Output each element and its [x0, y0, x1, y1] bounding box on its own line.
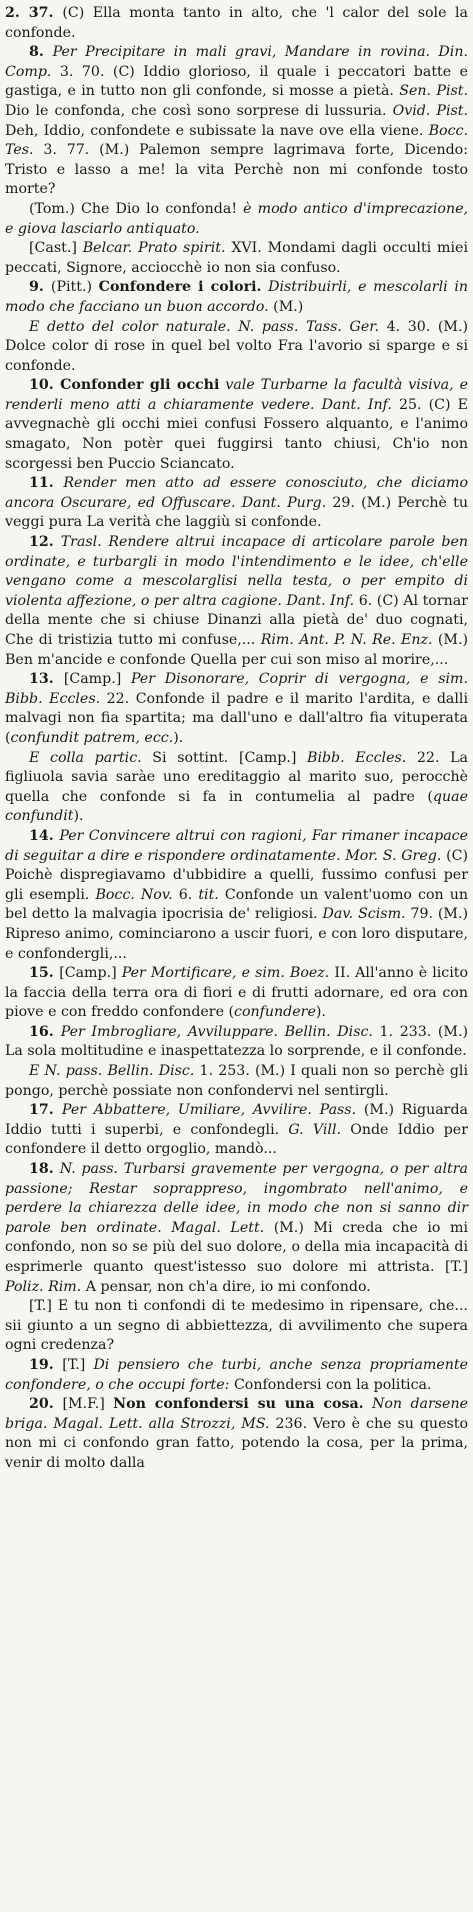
italic-text: Ovid. Pist.: [392, 102, 468, 119]
entry-paragraph-p16: [5, 1023, 468, 1062]
italic-text: Per Mortificare, e sim. Boez.: [121, 965, 330, 982]
body-text: [M.F.]: [62, 1396, 114, 1413]
sense-number: 10. Confonder gli occhi: [29, 377, 220, 394]
italic-text: E colla partic.: [29, 749, 142, 766]
body-text: (Tom.) Che Dio lo confonda!: [29, 200, 244, 217]
sense-number: 12.: [29, 534, 61, 551]
body-text: 1. 233. (M.) La sola moltitudine e inaspettatezza lo sorprende, e il confonde.: [5, 1023, 468, 1060]
entry-paragraph-p9b: [5, 318, 468, 377]
entry-paragraph-p1: [5, 4, 468, 43]
italic-text: Per Imbrogliare, Avviluppare. Bellin. Disc.: [60, 1023, 373, 1040]
italic-text: Trasl. Rendere altrui incapace di articolare parole ben ordinate, e turbargli in modo l'intendimento e le idee, ch'elle vengano come a mescolarglisi nella testa, o per empito di violenta affezione, o per altra cagione. Dant. Inf.: [5, 534, 468, 609]
sense-number: 8.: [29, 44, 53, 61]
body-text: (Pitt.): [50, 279, 99, 296]
entry-paragraph-p9: [5, 278, 468, 317]
entry-paragraph-p12: [5, 533, 468, 670]
body-text: (C) Ella monta tanto in alto, che 'l calor del sole la confonde.: [5, 5, 468, 41]
entry-paragraph-p11: [5, 474, 468, 533]
italic-text: Bocc. Tes.: [5, 122, 468, 159]
italic-text: Render men atto ad essere conosciuto, che diciamo ancora Oscurare, ed Offuscare. Dant. Purg.: [5, 475, 468, 511]
italic-text: Poliz. Rim.: [5, 1278, 82, 1295]
body-text: 79. (M.) Ripreso animo, cominciarono a uscir fuori, e con loro disputare, e confondergli,...: [5, 906, 468, 962]
italic-text: Per Convincere altrui con ragioni, Far rimaner incapace di seguitar a dire e rispondere ordinatamente. Mor. S. Greg.: [5, 827, 468, 864]
entry-paragraph-p15: [5, 964, 468, 1023]
body-text: 3. 77. (M.) Palemon sempre lagrimava forte, Dicendo: Tristo e lasso a me! la vita Perchè non mi confonde tosto morte?: [5, 142, 468, 198]
italic-text: Non darsene briga. Magal. Lett. alla Strozzi, MS.: [5, 1396, 468, 1432]
entry-paragraph-p19: [5, 1356, 468, 1395]
body-text: ).: [173, 729, 184, 746]
sense-number: 14.: [29, 827, 60, 844]
entry-paragraph-p18: [5, 1160, 468, 1297]
body-text: [Camp.]: [59, 965, 122, 982]
sense-number: 13.: [29, 671, 64, 688]
body-text: 25. (C) E avvegnachè gli occhi miei confusi Fossero alquanto, e l'animo smagato, Non potèr quei fuggirsi tanto chiusi, Ch'io non scorgessi ben Puccio Sciancato.: [5, 396, 469, 472]
italic-text: Sen. Pist.: [399, 83, 468, 100]
italic-text: quae confundit: [5, 788, 468, 825]
italic-text: Bibb. Eccles.: [307, 749, 407, 766]
sense-number: Non confondersi su una cosa.: [113, 1396, 364, 1413]
body-text: [Cast.]: [29, 240, 83, 257]
italic-text: Bocc. Nov.: [95, 886, 173, 903]
italic-text: vale Turbarne la facultà visiva, e renderli meno atti a chiaramente vedere. Dant. Inf.: [5, 377, 468, 413]
sense-number: 11.: [29, 475, 64, 492]
entry-paragraph-p8: [5, 43, 468, 200]
sense-number: 20.: [29, 1396, 63, 1413]
entry-paragraph-p16b: [5, 1062, 468, 1101]
italic-text: N. pass. Turbarsi gravemente per vergogna, o per altra passione; Restar soprappreso, ingombrato nell'animo, e perdere la chiarezza delle idee, in modo che non si sanno dir parole ben ordinate. Magal. Lett.: [5, 1161, 468, 1236]
entry-paragraph-p8b: [5, 200, 468, 239]
sense-number: 2. 37.: [5, 5, 63, 21]
body-text: (M.): [268, 298, 304, 315]
body-text: ).: [73, 808, 84, 825]
body-text: Confonde un valent'uomo con un bel detto la malvagia ipocrisia de' religiosi.: [5, 886, 468, 923]
body-text: 29. (M.) Perchè tu veggi pura La verità che laggiù si confonde.: [5, 494, 468, 531]
body-text: XVI. Mondami dagli occulti miei peccati, Signore, acciocchè io non sia confuso.: [5, 240, 468, 276]
body-text: [T.] E tu non ti confondi di te medesimo in ripensare, che... sii giunto a un segno di abbiettezza, di avvilimento che supera ogni credenza?: [5, 1298, 468, 1354]
sense-number: 19.: [29, 1356, 63, 1373]
body-text: [T.]: [62, 1356, 94, 1373]
body-text: 22. Confonde il padre e il marito l'ardita, e dalli malvagi non fia spartita; ma dall'uno e dall'altro fia vituperata (: [5, 690, 468, 746]
body-text: [Camp.]: [63, 671, 131, 688]
entry-paragraph-p20: [5, 1395, 468, 1473]
italic-text: Dav. Scism.: [322, 906, 406, 923]
italic-text: Distribuirli, e mescolarli in modo che facciano un buon accordo.: [5, 279, 468, 315]
body-text: Confondersi con la politica.: [229, 1376, 432, 1393]
entry-paragraph-p13b: [5, 749, 468, 827]
italic-text: è modo antico d'imprecazione, e giova lasciarlo antiquato.: [5, 200, 468, 237]
italic-text: Rim. Ant. P. N. Re. Enz.: [260, 632, 433, 648]
sense-number: 9.: [29, 279, 51, 296]
italic-text: E N. pass. Bellin. Disc.: [29, 1063, 195, 1080]
body-text: (M.) Riguarda Iddio tutti i superbi, e confondegli.: [5, 1102, 468, 1138]
body-text: II. All'anno è licito la faccia della terra ora di fiori e di frutti adornare, ed ora con piove e con freddo confondere (: [5, 965, 469, 1021]
body-text: 236. Vero è che su questo non mi ci confondo gran fatto, potendo la cosa, per la prima, venir di molto dalla: [5, 1415, 468, 1471]
body-text: (M.) Ben m'ancide e confonde Quella per cui son miso al morire,...: [5, 632, 468, 668]
entry-paragraph-p18b: [5, 1297, 468, 1356]
italic-text: Belcar. Prato spirit.: [82, 240, 226, 257]
italic-text: Di pensiero che turbi, anche senza propriamente confondere, o che occupi forte:: [5, 1356, 468, 1393]
italic-text: confundit patrem, ecc.: [10, 729, 174, 746]
body-text: (M.) Mi creda che io mi confondo, non so se più del suo dolore, o della mia incapacità di esprimerle quanto quest'istesso suo dolore mi attrista. [T.]: [5, 1219, 468, 1275]
body-text: Deh, Iddio, confondete e subissate la nave ove ella viene.: [5, 122, 429, 139]
sense-number: 16.: [29, 1023, 61, 1040]
italic-text: confundere: [234, 1004, 316, 1021]
body-text: 22. La figliuola savia saràe uno ereditaggio al marito suo, perocchè quella che confonde si fa in contumelia al padre (: [5, 749, 468, 805]
italic-text: tit.: [198, 886, 219, 903]
body-text: 4. 30. (M.) Dolce color di rose in quel bel volto Fra l'avorio si sparge e si confonde.: [5, 318, 468, 374]
sense-number: Confondere i colori.: [98, 279, 262, 296]
body-text: 6. (C) Al tornar della mente che si chiuse Dinanzi alla pietà de' duo cognati, Che di tristizia tutto mi confuse,...: [5, 592, 468, 648]
italic-text: G. Vill.: [288, 1121, 341, 1138]
sense-number: 18.: [29, 1161, 60, 1178]
body-text: A pensar, non ch'a dire, io mi confondo.: [81, 1278, 371, 1295]
entry-paragraph-p10: [5, 376, 468, 474]
body-text: Si sottint. [Camp.]: [141, 749, 308, 766]
body-text: ).: [315, 1004, 326, 1021]
italic-text: E detto del color naturale. N. pass. Tass. Ger.: [29, 318, 379, 335]
italic-text: Per Disonorare, Coprir di vergogna, e sim. Bibb. Eccles.: [5, 671, 468, 707]
italic-text: Per Precipitare in mali gravi, Mandare in rovina. Din. Comp.: [5, 44, 468, 80]
body-text: 6.: [172, 886, 199, 903]
entry-paragraph-p13: [5, 670, 468, 748]
entry-paragraph-p17: [5, 1101, 468, 1160]
entry-paragraph-p14: [5, 827, 468, 964]
entry-paragraph-p8c: [5, 239, 468, 278]
body-text: Dio le confonda, che così sono sorprese di lussuria.: [5, 102, 393, 119]
sense-number: 17.: [29, 1102, 62, 1119]
sense-number: 15.: [29, 965, 60, 982]
italic-text: Per Abbattere, Umiliare, Avvilire. Pass.: [61, 1102, 357, 1119]
body-text: (C) Poichè dispregiavamo d'ubbidire a quelli, fussimo confusi per gli esempli.: [5, 847, 469, 903]
body-text: 1. 253. (M.) I quali non so perchè gli pongo, perchè possiate non confondervi nel sentirgli.: [5, 1063, 468, 1099]
body-text: Onde Iddio per confondere il detto orgoglio, mandò...: [5, 1121, 468, 1158]
body-text: 3. 70. (C) Iddio glorioso, il quale i peccatori batte e gastiga, e in tutto non gli confonde, si mosse a pietà.: [5, 63, 468, 100]
